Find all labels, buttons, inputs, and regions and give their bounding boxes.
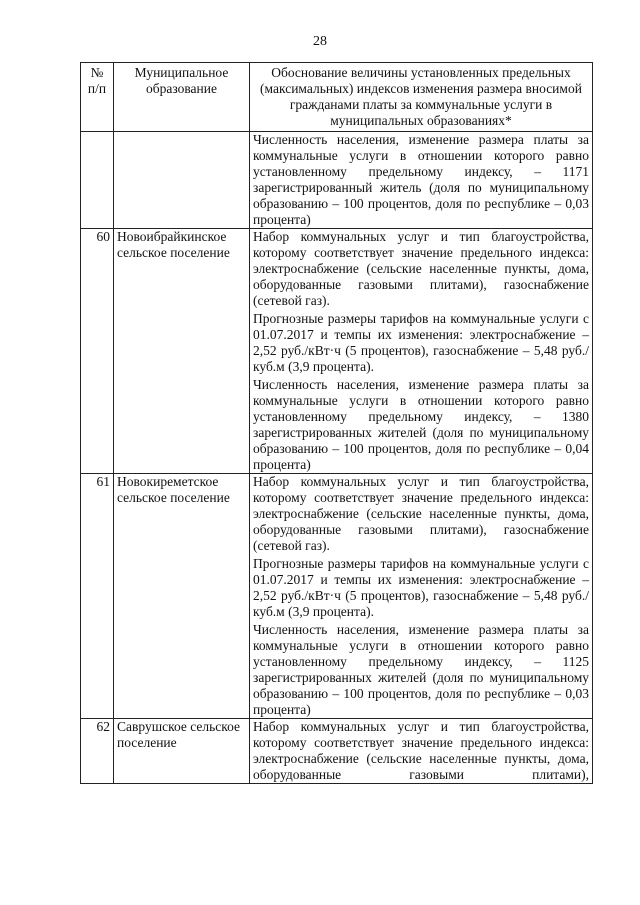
cell-municipality: Новокиреметское сельское поселение — [114, 474, 250, 719]
tariffs-text: Прогнозные размеры тарифов на коммунальные услуги с 01.07.2017 и темпы их изменения: электроснабжение – 2,52 руб./кВт·ч (5 процентов), газоснабжение – 5,48 руб./куб.м (3,9 процента). — [253, 556, 589, 619]
cell-justification — [250, 229, 593, 474]
cell-num: 61 — [81, 474, 114, 719]
population-text: Численность населения, изменение размера платы за коммунальные услуги в отношении которого равно установленному предельному индексу, – 1171 зарегистрированный житель (доля по муниципальному образованию – 100 процентов, доля по республике – 0,03 процента) — [253, 132, 589, 227]
cell-num: 62 — [81, 719, 114, 784]
population-text: Численность населения, изменение размера платы за коммунальные услуги в отношении которого равно установленному предельному индексу, – 1380 зарегистрированных жителей (доля по муниципальному образованию – 100 процентов, доля по республике – 0,04 процента) — [253, 377, 589, 472]
cell-municipality — [114, 132, 250, 229]
cell-num: 60 — [81, 229, 114, 474]
indices-table — [80, 62, 593, 784]
tariffs-text: Прогнозные размеры тарифов на коммунальные услуги с 01.07.2017 и темпы их изменения: электроснабжение – 2,52 руб./кВт·ч (5 процентов), газоснабжение – 5,48 руб./куб.м (3,9 процента). — [253, 311, 589, 374]
cell-justification — [250, 474, 593, 719]
page-number: 28 — [313, 34, 327, 49]
header-num: № п/п — [81, 63, 114, 132]
table-row-60 — [81, 229, 593, 474]
table-row-61 — [81, 474, 593, 719]
cell-municipality: Новоибрайкинское сельское поселение — [114, 229, 250, 474]
population-text: Численность населения, изменение размера платы за коммунальные услуги в отношении которого равно установленному предельному индексу, – 1125 зарегистрированных жителей (доля по муниципальному образованию – 100 процентов, доля по республике – 0,03 процента) — [253, 622, 589, 717]
header-municipality: Муниципальное образование — [114, 63, 250, 132]
cell-justification — [250, 132, 593, 229]
services-text: Набор коммунальных услуг и тип благоустройства, которому соответствует значение предельного индекса: электроснабжение (сельские населенные пункты, дома, оборудованные газовыми плитами), — [253, 719, 589, 782]
cell-justification — [250, 719, 593, 784]
services-text: Набор коммунальных услуг и тип благоустройства, которому соответствует значение предельного индекса: электроснабжение (сельские населенные пункты, дома, оборудованные газовыми плитами), газоснабжение (сетевой газ). — [253, 229, 589, 308]
table-row-continuation — [81, 132, 593, 229]
table-row-62 — [81, 719, 593, 784]
header-justification: Обоснование величины установленных предельных (максимальных) индексов изменения размера вносимой гражданами платы за коммунальные услуги в муниципальных образованиях* — [250, 63, 593, 132]
table-header-row — [81, 63, 593, 132]
services-text: Набор коммунальных услуг и тип благоустройства, которому соответствует значение предельного индекса: электроснабжение (сельские населенные пункты, дома, оборудованные газовыми плитами), газоснабжение (сетевой газ). — [253, 474, 589, 553]
cell-num — [81, 132, 114, 229]
cell-municipality: Саврушское сельское поселение — [114, 719, 250, 784]
